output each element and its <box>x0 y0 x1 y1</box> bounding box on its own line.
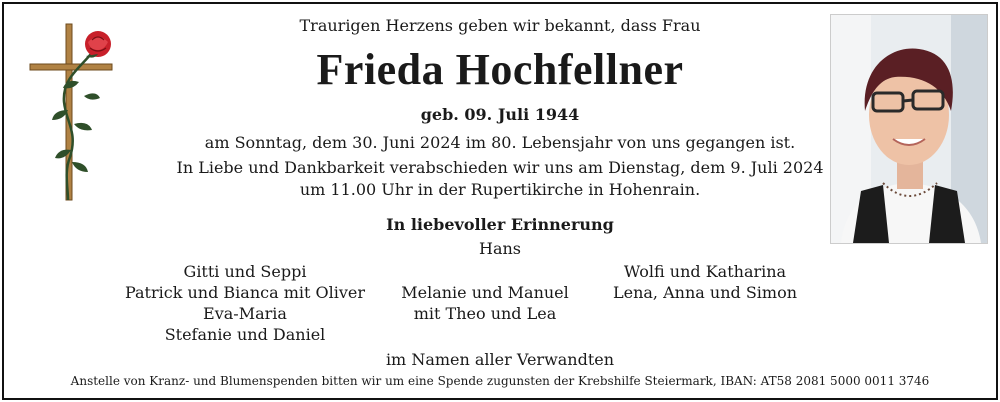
family-entry: Patrick und Bianca mit Oliver <box>124 283 366 302</box>
deceased-name: Frieda Hochfellner <box>316 45 684 94</box>
family-column-middle <box>380 282 590 324</box>
family-entry: Lena, Anna und Simon <box>612 283 798 302</box>
family-entry: Wolfi und Katharina <box>623 262 787 281</box>
on-behalf-text: im Namen aller Verwandten <box>385 350 615 369</box>
birth-date: geb. 09. Juli 1944 <box>420 105 580 124</box>
farewell-line-2: um 11.00 Uhr in der Rupertikirche in Hohenrain. <box>299 180 701 199</box>
family-entry: Stefanie und Daniel <box>164 325 326 344</box>
family-entry: Eva-Maria <box>203 304 287 323</box>
intro-text: Traurigen Herzens geben wir bekannt, dass Frau <box>299 16 701 35</box>
donation-note: Anstelle von Kranz- und Blumenspenden bitten wir um eine Spende zugunsten der Krebshilfe Steiermark, IBAN: AT58 2081 5000 0011 3746 <box>70 374 930 388</box>
family-entry: Gitti und Seppi <box>183 262 307 281</box>
spouse-name: Hans <box>478 239 521 258</box>
family-entry: Melanie und Manuel <box>401 283 569 302</box>
family-column-right <box>590 261 820 303</box>
death-announcement: am Sonntag, dem 30. Juni 2024 im 80. Lebensjahr von uns gegangen ist. <box>204 133 796 152</box>
memory-heading: In liebevoller Erinnerung <box>386 215 614 234</box>
farewell-line-1: In Liebe und Dankbarkeit verabschieden wir uns am Dienstag, dem 9. Juli 2024 <box>176 158 824 177</box>
family-entry: mit Theo und Lea <box>413 304 557 323</box>
family-column-left <box>100 261 390 345</box>
